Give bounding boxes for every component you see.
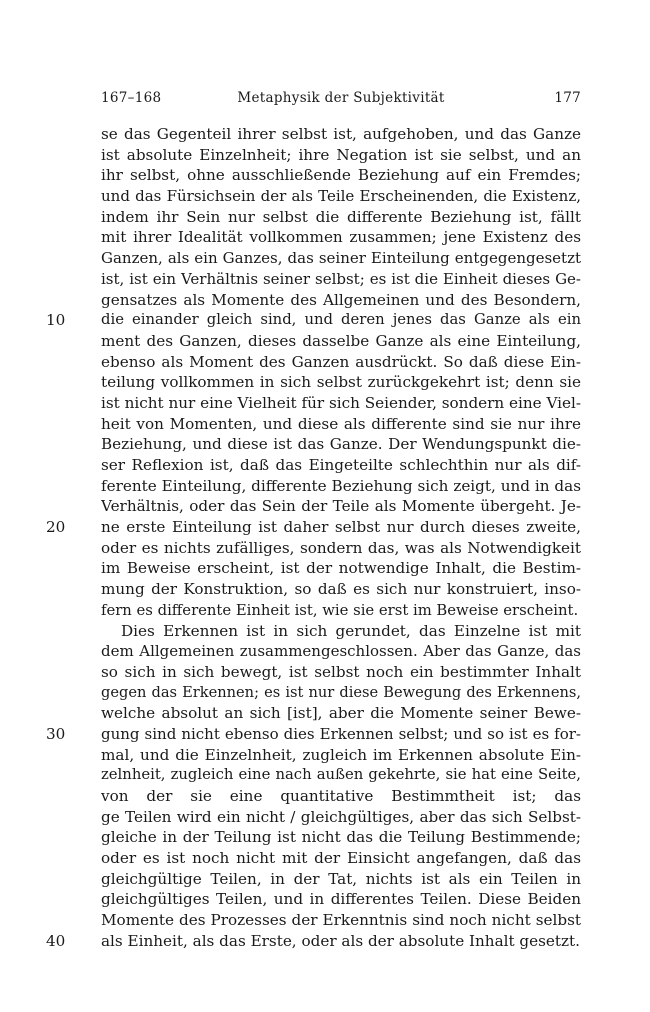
text-line	[101, 910, 581, 931]
line-text: ist nicht nur eine Vielheit für sich Seiender, sondern eine Viel-	[101, 393, 581, 412]
text-line	[101, 579, 581, 600]
line-text: welche absolut an sich [ist], aber die Momente seiner Bewe-	[101, 704, 581, 723]
text-line	[101, 496, 581, 517]
line-text: dem Allgemeinen zusammengeschlossen. Aber das Ganze, das	[101, 642, 581, 661]
text-line	[101, 807, 581, 828]
line-text: ferente Einteilung, differente Beziehung sich zeigt, und in das	[101, 476, 581, 495]
line-text: Beziehung, und diese ist das Ganze. Der Wendungspunkt die-	[101, 435, 581, 454]
line-text: Dies Erkennen ist in sich gerundet, das Einzelne ist mit	[121, 621, 581, 640]
line-text: so sich in sich bewegt, ist selbst noch ein bestimmter Inhalt	[101, 662, 581, 681]
line-number: 40	[46, 931, 66, 950]
line-text: ist absolute Einzelnheit; ihre Negation ist sie selbst, und an	[101, 145, 581, 164]
text-line	[46, 310, 581, 331]
line-text: gung sind nicht ebenso dies Erkennen selbst; und so ist es for-	[101, 724, 581, 743]
line-text: und das Fürsichsein der als Teile Erscheinenden, die Existenz,	[101, 187, 581, 206]
text-line	[101, 558, 581, 579]
line-text: die einander gleich sind, und deren jenes das Ganze als ein	[101, 311, 581, 329]
line-text: se das Gegenteil ihrer selbst ist, aufgehoben, und das Ganze	[101, 125, 581, 143]
line-text: heit von Momenten, und diese als differente sind sie nur ihre	[101, 414, 581, 433]
text-line	[101, 662, 581, 683]
text-line	[101, 186, 581, 207]
text-line	[101, 393, 581, 414]
line-text: gleichgültige Teilen, in der Tat, nichts ist als ein Teilen in	[101, 869, 581, 888]
text-line	[101, 703, 581, 724]
text-line	[101, 434, 581, 455]
line-text: ser Reflexion ist, daß das Eingeteilte schlechthin nur als dif-	[101, 456, 581, 474]
text-line	[46, 517, 581, 538]
line-text: mung der Konstruktion, so daß es sich nur konstruiert, inso-	[101, 580, 581, 599]
text-line	[101, 745, 581, 766]
text-line	[101, 352, 581, 373]
line-text: gleiche in der Teilung ist nicht das die Teilung Bestimmende;	[101, 828, 581, 847]
line-text: indem ihr Sein nur selbst die differente Beziehung ist, fällt	[101, 207, 581, 226]
running-header	[101, 90, 581, 110]
text-line	[101, 207, 581, 228]
text-line	[46, 931, 581, 952]
text-line	[101, 765, 581, 786]
line-text: im Beweise erscheint, ist der notwendige Inhalt, die Bestim-	[101, 559, 581, 578]
section-range: 167–168	[101, 90, 162, 106]
line-number: 20	[46, 518, 66, 537]
text-line	[101, 145, 581, 166]
text-line	[101, 455, 581, 476]
line-text: gleichgültiges Teilen, und in differentes Teilen. Diese Beiden	[101, 890, 581, 909]
line-text: teilung vollkommen in sich selbst zurückgekehrt ist; denn sie	[101, 373, 581, 392]
line-text: von der sie eine quantitative Bestimmtheit ist; das	[101, 787, 581, 805]
line-text: gegen das Erkennen; es ist nur diese Bewegung des Erkennens,	[101, 683, 581, 701]
text-line	[101, 786, 581, 807]
text-line	[101, 269, 581, 290]
line-number: 10	[46, 311, 66, 330]
text-line	[101, 290, 581, 311]
line-text: ihr selbst, ohne ausschließende Beziehung auf ein Fremdes;	[101, 166, 581, 185]
page-number: 177	[554, 90, 581, 106]
line-text: ne erste Einteilung ist daher selbst nur durch dieses zweite,	[101, 518, 581, 537]
line-text: mal, und die Einzelnheit, zugleich im Erkennen absolute Ein-	[101, 745, 581, 764]
text-line	[101, 848, 581, 869]
text-line	[101, 372, 581, 393]
line-text: zelnheit, zugleich eine nach außen gekehrte, sie hat eine Seite,	[101, 766, 581, 784]
line-text: Ganzen, als ein Ganzes, das seiner Einteilung entgegengesetzt	[101, 249, 581, 268]
line-text: oder es nichts zufälliges, sondern das, was als Notwendigkeit	[101, 538, 581, 557]
line-text: fern es differente Einheit ist, wie sie erst im Beweise erscheint.	[101, 601, 579, 619]
line-text: mit ihrer Idealität vollkommen zusammen; jene Existenz des	[101, 228, 581, 247]
text-line	[101, 600, 581, 621]
running-title: Metaphysik der Subjektivität	[237, 90, 445, 106]
text-line	[101, 227, 581, 248]
text-line	[46, 724, 581, 745]
text-line	[101, 683, 581, 704]
text-line	[101, 621, 581, 642]
line-text: ebenso als Moment des Ganzen ausdrückt. So daß diese Ein-	[101, 352, 581, 371]
body-text	[46, 124, 581, 952]
text-line	[101, 331, 581, 352]
text-line	[101, 889, 581, 910]
line-number: 30	[46, 724, 66, 743]
line-text: gensatzes als Momente des Allgemeinen und des Besondern,	[101, 290, 581, 309]
line-text: ist, ist ein Verhältnis seiner selbst; es ist die Einheit dieses Ge-	[101, 269, 581, 288]
line-text: Momente des Prozesses der Erkenntnis sind noch nicht selbst	[101, 911, 581, 930]
text-line	[101, 641, 581, 662]
text-line	[101, 476, 581, 497]
text-line	[101, 248, 581, 269]
text-line	[101, 414, 581, 435]
text-line	[101, 538, 581, 559]
text-line	[101, 124, 581, 145]
line-text: ment des Ganzen, dieses dasselbe Ganze als eine Einteilung,	[101, 331, 581, 350]
text-line	[101, 869, 581, 890]
text-line	[101, 827, 581, 848]
text-line	[101, 165, 581, 186]
line-text: ge Teilen wird ein nicht / gleichgültiges, aber das sich Selbst-	[101, 807, 581, 826]
line-text: als Einheit, als das Erste, oder als der absolute Inhalt gesetzt.	[101, 931, 580, 950]
line-text: Verhältnis, oder das Sein der Teile als Momente übergeht. Je-	[101, 497, 581, 516]
line-text: oder es ist noch nicht mit der Einsicht angefangen, daß das	[101, 849, 581, 868]
